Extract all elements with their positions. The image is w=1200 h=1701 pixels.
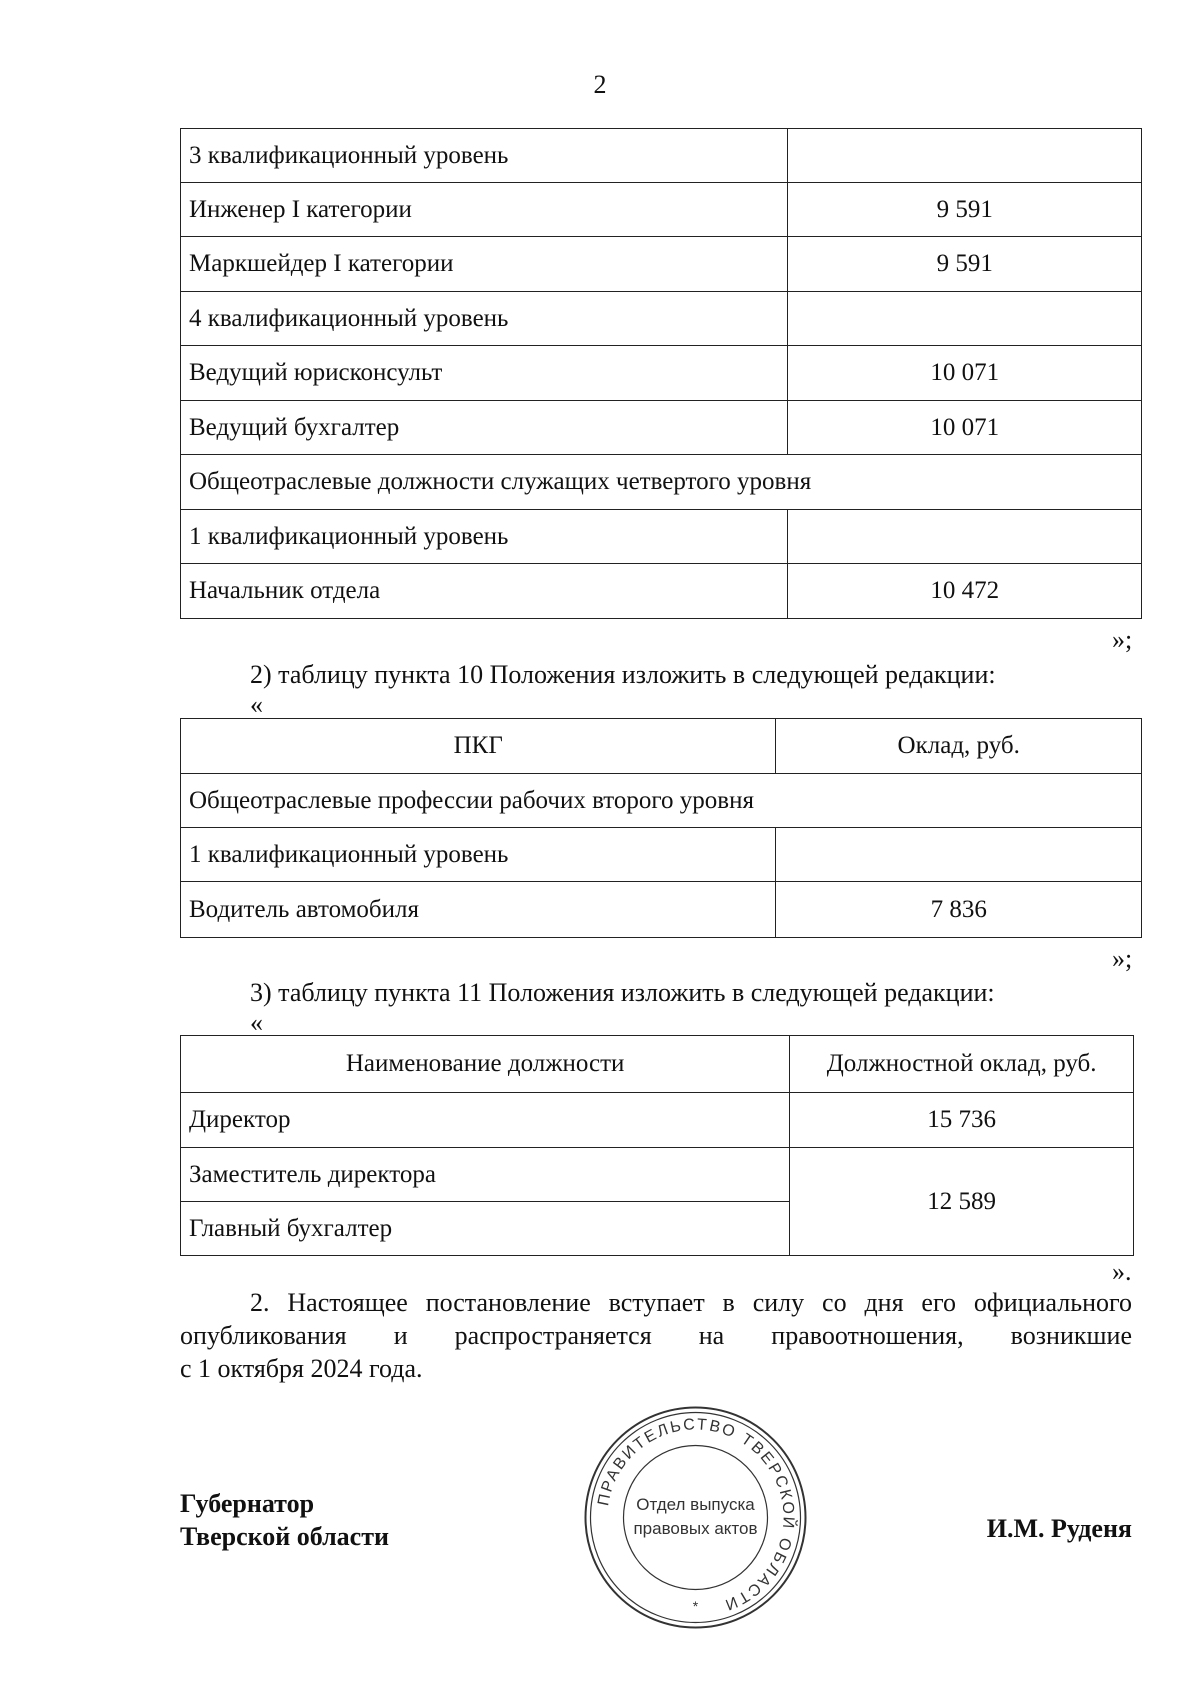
table-cell-value: 15 736 [790,1093,1134,1148]
table-cell-value: 10 472 [788,564,1142,619]
table-cell-value [788,510,1142,564]
table-cell-value: 10 071 [788,401,1142,455]
table-cell-name: Начальник отдела [181,564,788,619]
table-cell-name: Ведущий бухгалтер [181,401,788,455]
signatory-name: И.М. Руденя [986,1514,1132,1543]
position-line-1: Губернатор [180,1489,315,1518]
opening-quote: « [250,690,263,719]
table-row [181,1093,1134,1148]
table-cell-value: 7 836 [776,882,1142,938]
table-cell-name: Директор [181,1093,790,1148]
table-row [181,774,1142,828]
closing-quote: ». [1112,1257,1132,1286]
table-row [181,183,1142,237]
table-row [181,564,1142,619]
official-stamp [583,1405,808,1630]
table-header-row [181,719,1142,774]
table-row [181,401,1142,455]
table-cell-name: Заместитель директора [181,1148,790,1202]
table-cell-name: 3 квалификационный уровень [181,129,788,183]
table-cell-value: 10 071 [788,346,1142,401]
table-row [181,882,1142,938]
table-cell-name: 1 квалификационный уровень [181,510,788,564]
table-row [181,828,1142,882]
table-cell-name: Инженер I категории [181,183,788,237]
table-cell-value [776,828,1142,882]
position-line-2: Тверской области [180,1522,389,1551]
page-number: 2 [593,70,607,99]
table-cell-name: 4 квалификационный уровень [181,292,788,346]
table-row [181,237,1142,292]
table-row [181,292,1142,346]
table-row [181,129,1142,183]
table-cell-name: Ведущий юрисконсульт [181,346,788,401]
opening-quote: « [250,1008,263,1037]
column-header: ПКГ [181,719,776,774]
column-header: Наименование должности [181,1036,790,1093]
table-row [181,455,1142,510]
table-group-heading: Общеотраслевые должности служащих четвертого уровня [181,455,1142,510]
column-header: Оклад, руб. [776,719,1142,774]
table-row [181,346,1142,401]
table-cell-name: Маркшейдер I категории [181,237,788,292]
item-2-text: 2) таблицу пункта 10 Положения изложить в следующей редакции: [250,660,996,689]
table-cell-value [788,292,1142,346]
item-3-text: 3) таблицу пункта 11 Положения изложить в следующей редакции: [250,978,995,1007]
signatory-position [180,1487,389,1553]
table-cell-value: 12 589 [790,1148,1134,1256]
salary-table-continuation [180,128,1142,619]
table-cell-name: Водитель автомобиля [181,882,776,938]
salary-table-pkg [180,718,1142,938]
stamp-inner-line-1: Отдел выпуска [636,1495,755,1514]
clause-2-line-1: 2. Настоящее постановление вступает в силу со дня его официального [250,1288,1132,1317]
table-row [181,1148,1134,1202]
stamp-star: * [692,1598,699,1614]
table-cell-value [788,129,1142,183]
table-header-row [181,1036,1134,1093]
clause-2-line-3: с 1 октября 2024 года. [180,1354,423,1383]
clause-2-line-2: опубликования и распространяется на правоотношения, возникшие [180,1321,1132,1350]
table-group-heading: Общеотраслевые профессии рабочих второго уровня [181,774,1142,828]
stamp-ring-text: ПРАВИТЕЛЬСТВО ТВЕРСКОЙ ОБЛАСТИ [595,1416,797,1614]
table-cell-value: 9 591 [788,183,1142,237]
table-row [181,510,1142,564]
closing-quote: »; [1112,625,1133,654]
table-cell-value: 9 591 [788,237,1142,292]
stamp-inner-line-2: правовых актов [633,1519,758,1538]
closing-quote: »; [1112,944,1133,973]
column-header: Должностной оклад, руб. [790,1036,1134,1093]
table-cell-name: 1 квалификационный уровень [181,828,776,882]
table-cell-name: Главный бухгалтер [181,1202,790,1256]
salary-table-positions [180,1035,1134,1256]
